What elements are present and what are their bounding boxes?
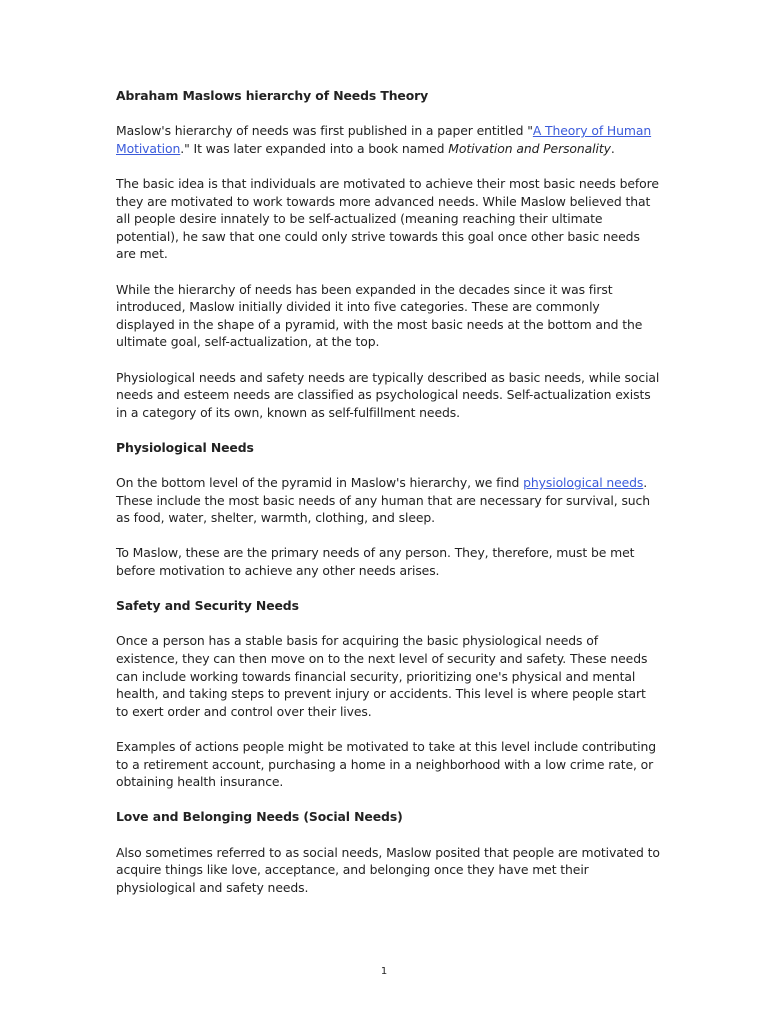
book-title: Motivation and Personality (448, 140, 611, 156)
intro-paragraph (116, 122, 661, 157)
intro-text-1: Maslow's hierarchy of needs was first published in a paper entitled " (116, 123, 533, 139)
document-title: Abraham Maslows hierarchy of Needs Theory (116, 88, 429, 103)
document-page (116, 87, 661, 914)
page-number: 1 (380, 966, 388, 977)
physiological-paragraph (116, 474, 661, 527)
examples-paragraph: Examples of actions people might be motivated to take at this level include contributing to a retirement account, purchasing a home in a neighborhood with a low crime rate, or obtaining health insurance. (116, 738, 656, 790)
intro-text-3: . (610, 140, 615, 156)
categories-paragraph: Physiological needs and safety needs are typically described as basic needs, while social needs and esteem needs are classified as psychological needs. Self-actualization exists in a category of its own, known as self-fulfillment needs. (116, 369, 660, 420)
love-paragraph: Also sometimes referred to as social needs, Maslow posited that people are motivated to acquire things like love, acceptance, and belonging once they have met their physiological and safety needs. (116, 844, 660, 895)
theory-of-human-motivation-link[interactable]: A Theory of Human Motivation (116, 123, 652, 156)
primary-needs-paragraph: To Maslow, these are the primary needs of any person. They, therefore, must be met before motivation to achieve any other needs arises. (116, 545, 635, 579)
physiological-needs-heading: Physiological Needs (116, 439, 254, 455)
safety-needs-heading: Safety and Security Needs (116, 598, 299, 614)
physio-text-2: . These include the most basic needs of any human that are necessary for survival, such as food, water, shelter, warmth, clothing, and sleep. (116, 475, 651, 526)
intro-text-2: ." It was later expanded into a book named (180, 140, 449, 156)
physio-text-1: On the bottom level of the pyramid in Maslow's hierarchy, we find (116, 475, 524, 491)
hierarchy-paragraph: While the hierarchy of needs has been expanded in the decades since it was first introduced, Maslow initially divided it into five categories. These are commonly displayed in the shape of a pyramid, with the most basic needs at the bottom and the ultimate goal, self-actualization, at the top. (116, 281, 643, 350)
basic-idea-paragraph: The basic idea is that individuals are motivated to achieve their most basic needs before they are motivated to work towards more advanced needs. While Maslow believed that all people desire innately to be self-actualized (meaning reaching their ultimate potential), he saw that one could only strive towards this goal once other basic needs are met. (116, 175, 659, 262)
physiological-needs-link[interactable]: physiological needs (523, 475, 644, 491)
safety-paragraph: Once a person has a stable basis for acquiring the basic physiological needs of existence, they can then move on to the next level of security and safety. These needs can include working towards financial security, prioritizing one's physical and mental health, and taking steps to prevent injury or accidents. This level is where people start to exert order and control over their lives. (116, 633, 648, 719)
love-belonging-heading: Love and Belonging Needs (Social Needs) (116, 809, 403, 825)
